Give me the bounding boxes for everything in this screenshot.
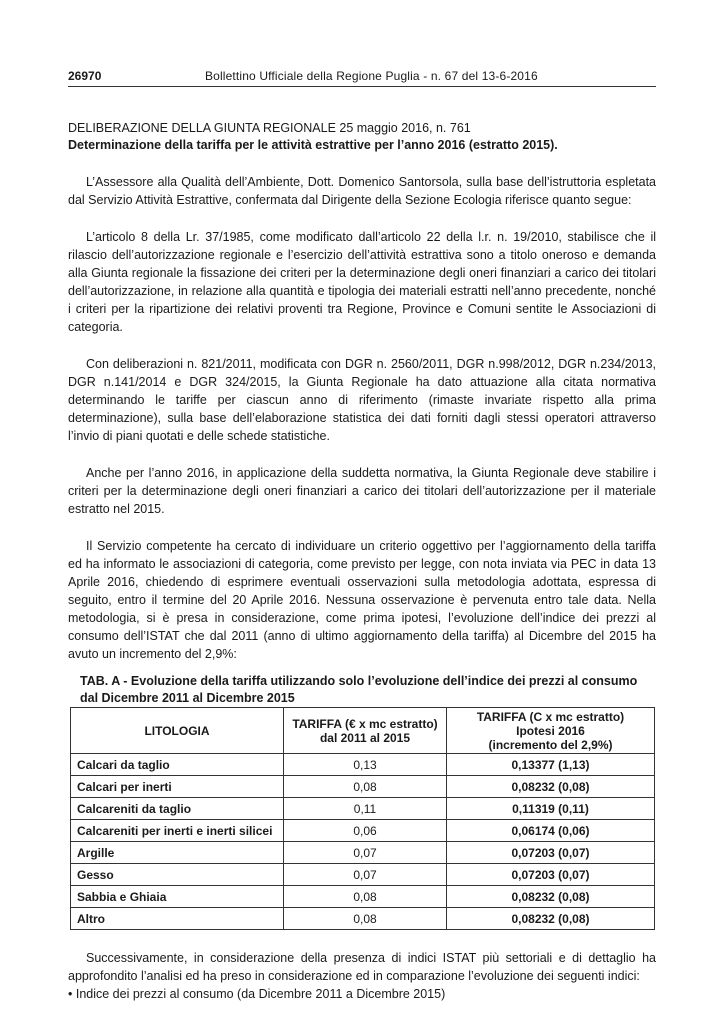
- document-page: [68, 66, 656, 1003]
- cell-litologia: Sabbia e Ghiaia: [71, 886, 284, 908]
- cell-litologia: Calcareniti per inerti e inerti silicei: [71, 820, 284, 842]
- paragraph-intro: L’Assessore alla Qualità dell’Ambiente, Dott. Domenico Santorsola, sulla base dell’istruttoria espletata dal Servizio Attività Estrattive, confermata dal Dirigente della Sezione Ecologia riferisce quanto segue:: [68, 175, 656, 207]
- table-row: [71, 864, 655, 886]
- cell-litologia: Calcari per inerti: [71, 776, 284, 798]
- cell-litologia: Calcari da taglio: [71, 754, 284, 776]
- cell-tariffa: 0,11: [284, 798, 447, 820]
- deliberation-subject: Determinazione della tariffa per le attività estrattive per l’anno 2016 (estratto 2015).: [68, 138, 558, 152]
- header-tariffa-2011-2015: TARIFFA (€ x mc estratto) dal 2011 al 2015: [284, 708, 447, 754]
- table-header-row: [71, 708, 655, 754]
- cell-tariffa: 0,13: [284, 754, 447, 776]
- page-header: [68, 66, 656, 87]
- paragraph-deliberations: Con deliberazioni n. 821/2011, modificata con DGR n. 2560/2011, DGR n.998/2012, DGR n.234/2013, DGR n.141/2014 e DGR 324/2015, la Giunta Regionale ha dato attuazione alla citata normativa determinando le tariffe per ciascun anno di riferimento (rimaste invariate rispetto alla prima determinazione), sulla base dell’elaborazione statistica dei dati forniti dagli stessi operatori attraverso l’invio di piani quotati e delle schede statistiche.: [68, 357, 656, 443]
- header-litologia: LITOLOGIA: [71, 708, 284, 754]
- tariff-table: [70, 707, 655, 930]
- table-row: [71, 908, 655, 930]
- cell-tariffa: 0,08: [284, 776, 447, 798]
- cell-ipotesi: 0,08232 (0,08): [447, 886, 655, 908]
- page-number: 26970: [68, 69, 102, 83]
- deliberation-heading-block: [68, 120, 656, 154]
- cell-ipotesi: 0,08232 (0,08): [447, 908, 655, 930]
- deliberation-heading: DELIBERAZIONE DELLA GIUNTA REGIONALE 25 maggio 2016, n. 761: [68, 121, 471, 135]
- cell-tariffa: 0,07: [284, 842, 447, 864]
- table-row: [71, 842, 655, 864]
- table-row: [71, 776, 655, 798]
- cell-tariffa: 0,06: [284, 820, 447, 842]
- paragraph-article-8: L’articolo 8 della Lr. 37/1985, come modificato dall’articolo 22 della l.r. n. 19/2010, stabilisce che il rilascio dell’autorizzazione regionale e l’esercizio dell’attività estrattiva sono a titolo oneroso e demanda alla Giunta regionale la fissazione dei criteri per la determinazione degli oneri finanziari a carico dei titolari dell’autorizzazione, in relazione alla quantità e tipologia dei materiali estratti nell’anno precedente, nonché i criteri per la ripartizione dei relativi proventi tra Regione, Province e Comuni sentite le Associazioni di categoria.: [68, 230, 656, 334]
- cell-tariffa: 0,08: [284, 908, 447, 930]
- cell-tariffa: 0,08: [284, 886, 447, 908]
- table-row: [71, 886, 655, 908]
- cell-litologia: Altro: [71, 908, 284, 930]
- cell-ipotesi: 0,08232 (0,08): [447, 776, 655, 798]
- paragraph-year-2016: Anche per l’anno 2016, in applicazione della suddetta normativa, la Giunta Regionale deve stabilire i criteri per la determinazione degli oneri finanziari a carico dei titolari dell’autorizzazione per il materiale estratto nel 2015.: [68, 466, 656, 516]
- header-ipotesi-2016: TARIFFA (C x mc estratto) Ipotesi 2016 (incremento del 2,9%): [447, 708, 655, 754]
- cell-ipotesi: 0,07203 (0,07): [447, 864, 655, 886]
- table-row: [71, 798, 655, 820]
- table-row: [71, 754, 655, 776]
- cell-ipotesi: 0,06174 (0,06): [447, 820, 655, 842]
- cell-ipotesi: 0,07203 (0,07): [447, 842, 655, 864]
- cell-litologia: Gesso: [71, 864, 284, 886]
- cell-ipotesi: 0,13377 (1,13): [447, 754, 655, 776]
- cell-litologia: Calcareniti da taglio: [71, 798, 284, 820]
- cell-litologia: Argille: [71, 842, 284, 864]
- paragraph-istat-indices: Successivamente, in considerazione della presenza di indici ISTAT più settoriali e di dettaglio ha approfondito l’analisi ed ha preso in considerazione ed in comparazione l’evoluzione dei seguenti indici:: [68, 951, 656, 983]
- cell-ipotesi: 0,11319 (0,11): [447, 798, 655, 820]
- table-caption: TAB. A - Evoluzione della tariffa utilizzando solo l’evoluzione dell’indice dei prezzi al consumo dal Dicembre 2011 al Dicembre 2015: [80, 674, 638, 705]
- publication-title: Bollettino Ufficiale della Regione Puglia - n. 67 del 13-6-2016: [205, 69, 538, 83]
- paragraph-methodology: Il Servizio competente ha cercato di individuare un criterio oggettivo per l’aggiornamento della tariffa ed ha informato le associazioni di categoria, come previsto per legge, con nota inviata via PEC in data 13 Aprile 2016, chiedendo di esprimere eventuali osservazioni sulla metodologia adottata, espressa di seguito, entro il termine del 20 Aprile 2016. Nessuna osservazione è pervenuta entro tale data. Nella metodologia, si è presa in considerazione, come prima ipotesi, l’evoluzione dell’indice dei prezzi al consumo dell’ISTAT che dal 2011 (anno di ultimo aggiornamento della tariffa) al Dicembre del 2015 ha avuto un incremento del 2,9%:: [68, 539, 656, 661]
- bullet-consumer-price-index: • Indice dei prezzi al consumo (da Dicembre 2011 a Dicembre 2015): [68, 987, 446, 1001]
- table-row: [71, 820, 655, 842]
- cell-tariffa: 0,07: [284, 864, 447, 886]
